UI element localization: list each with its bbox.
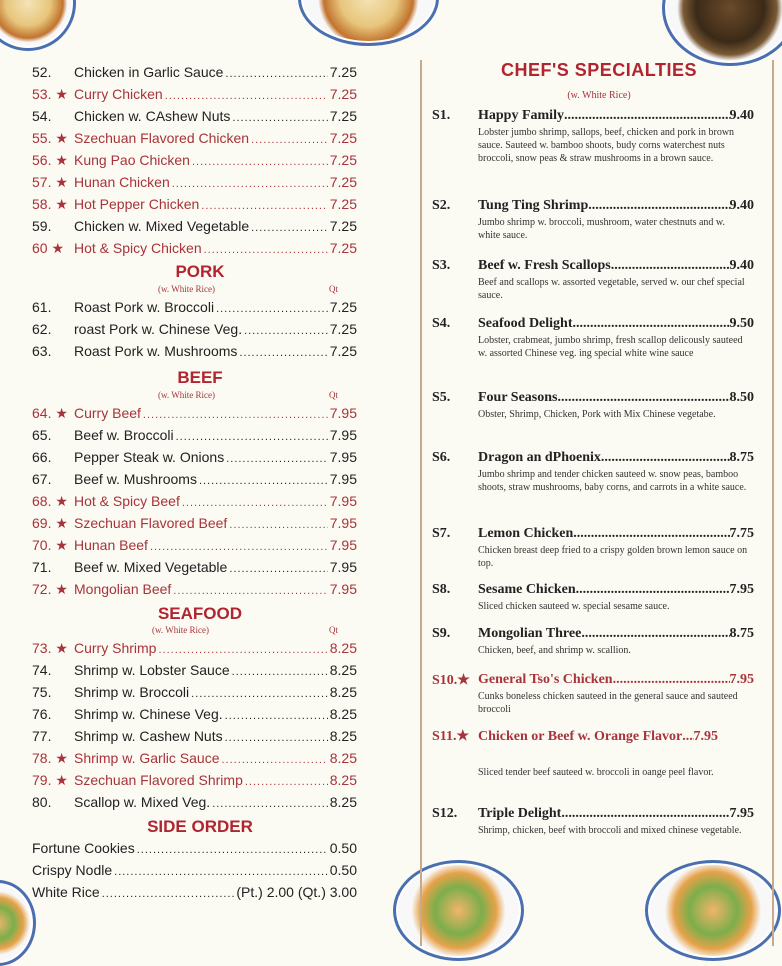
menu-item-number: 52. <box>32 64 52 80</box>
menu-item-price: 7.95 <box>329 493 357 509</box>
specialty-name: Happy Family <box>478 108 564 123</box>
menu-item-price: 7.95 <box>329 515 357 531</box>
menu-item-name: Shrimp w. Cashew Nuts <box>74 728 223 744</box>
menu-item-price: 7.25 <box>329 152 357 168</box>
leader-dots <box>199 469 328 490</box>
specialty-description: Shrimp, chicken, beef with broccoli and mixed chinese vegetable. <box>478 825 742 836</box>
menu-item-number: 64. ★ <box>32 405 68 421</box>
specialty-code: S8. <box>432 582 451 597</box>
specialty-code: S12. <box>432 806 458 821</box>
specialty-price: 8.50 <box>729 390 754 405</box>
specialty-price: 9.50 <box>729 316 754 331</box>
menu-item-price: 7.25 <box>329 299 357 315</box>
leader-dots <box>564 108 730 124</box>
specialty-code: S7. <box>432 526 451 541</box>
menu-item-name: Chicken in Garlic Sauce <box>74 64 224 80</box>
menu-item-number: 70. ★ <box>32 537 68 553</box>
menu-item-price: 7.25 <box>329 130 357 146</box>
specialty-header <box>478 108 754 124</box>
menu-item-price: 7.95 <box>329 405 357 421</box>
leader-dots <box>232 660 328 681</box>
menu-item-price: 8.25 <box>329 794 357 810</box>
specialty-name: Chicken or Beef w. Orange Flavor <box>478 729 683 744</box>
specialty-header <box>478 582 754 598</box>
leader-dots <box>201 194 327 215</box>
menu-item <box>32 216 357 237</box>
menu-item <box>32 792 357 813</box>
menu-item-name: Shrimp w. Garlic Sauce <box>74 750 220 766</box>
menu-item-price: 8.25 <box>329 706 357 722</box>
menu-item <box>32 425 357 446</box>
menu-item <box>32 238 357 259</box>
menu-item-number: 58. ★ <box>32 196 68 212</box>
specialty-price: 8.75 <box>729 450 754 465</box>
chefs-specialties-title: CHEF'S SPECIALTIES <box>501 60 697 80</box>
leader-dots <box>204 238 328 259</box>
menu-item-number: 80. <box>32 794 52 810</box>
food-plate-image <box>662 0 782 66</box>
specialty-price: 7.95 <box>729 806 754 821</box>
specialty-name: General Tso's Chicken <box>478 672 613 687</box>
qt-label: Qt <box>329 625 338 635</box>
section-subtitle: (w. White Rice) <box>158 390 215 400</box>
menu-item-price: 7.25 <box>329 64 357 80</box>
menu-item-number: 57. ★ <box>32 174 68 190</box>
menu-item-name: Szechuan Flavored Beef <box>74 515 228 531</box>
specialty-description: Lobster jumbo shrimp, sallops, beef, chicken and pork in brown sauce. Sauteed w. bamboo shoots, budy corns waterchest nuts broccoli, snow peas & straw mushrooms in a brown sauce. <box>478 127 735 164</box>
menu-item-name: Hot & Spicy Beef <box>74 493 180 509</box>
menu-item-price: 7.95 <box>329 427 357 443</box>
leader-dots <box>165 84 328 105</box>
menu-item <box>32 748 357 769</box>
menu-item <box>32 172 357 193</box>
menu-item-name: roast Pork w. Chinese Veg. <box>74 321 243 337</box>
menu-item-price: 8.25 <box>329 662 357 678</box>
menu-item-number: 65. <box>32 427 52 443</box>
specialty-code: S2. <box>432 198 451 213</box>
menu-item-number: 73. ★ <box>32 640 68 656</box>
qt-label: Qt <box>329 284 338 294</box>
leader-dots <box>176 425 328 446</box>
menu-item <box>32 403 357 424</box>
menu-item-name: Roast Pork w. Broccoli <box>74 299 215 315</box>
menu-item-price: 7.25 <box>329 196 357 212</box>
leader-dots <box>150 535 328 556</box>
menu-item-price: 7.25 <box>329 343 357 359</box>
menu-item-name: Crispy Nodle <box>32 862 113 878</box>
specialty-code: S1. <box>432 108 451 123</box>
leader-dots <box>222 748 328 769</box>
menu-item-number: 72. ★ <box>32 581 68 597</box>
leader-dots <box>239 341 327 362</box>
leader-dots <box>561 806 729 822</box>
menu-item <box>32 106 357 127</box>
specialty-header <box>478 728 718 746</box>
chefs-specialties-panel <box>420 60 774 946</box>
menu-item-price: 0.50 <box>329 862 357 878</box>
specialty-header <box>478 806 754 822</box>
menu-item-price: 0.50 <box>329 840 357 856</box>
specialty-header <box>478 672 754 688</box>
specialty-code: S5. <box>432 390 451 405</box>
leader-dots <box>216 297 328 318</box>
menu-item <box>32 535 357 556</box>
leader-dots <box>114 860 328 881</box>
menu-item <box>32 194 357 215</box>
leader-dots <box>102 882 235 903</box>
menu-item-number: 55. ★ <box>32 130 68 146</box>
specialty-code: S4. <box>432 316 451 331</box>
section-title-seafood: SEAFOOD <box>157 604 243 623</box>
specialty-header <box>478 390 754 406</box>
menu-item-name: Shrimp w. Chinese Veg. <box>74 706 223 722</box>
menu-item <box>32 638 357 659</box>
menu-item <box>32 682 357 703</box>
specialty-name: Sesame Chicken <box>478 582 576 597</box>
menu-item <box>32 838 357 859</box>
menu-item-number: 62. <box>32 321 52 337</box>
menu-item-name: Szechuan Flavored Shrimp <box>74 772 243 788</box>
specialty-code: S10.★ <box>432 673 470 688</box>
specialty-description: Sliced tender beef sauteed w. broccoli in oange peel flavor. <box>478 767 714 778</box>
leader-dots <box>613 672 730 688</box>
specialty-header <box>478 258 754 274</box>
specialty-name: Dragon an dPhoenix <box>478 450 601 465</box>
menu-item <box>32 469 357 490</box>
leader-dots <box>601 450 730 466</box>
leader-dots <box>173 579 327 600</box>
menu-item <box>32 150 357 171</box>
leader-dots <box>182 491 328 512</box>
menu-item-price: 8.25 <box>329 684 357 700</box>
leader-dots <box>225 704 328 725</box>
specialty-price: 9.40 <box>729 198 754 213</box>
specialty-price: 7.95 <box>729 672 754 687</box>
leader-dots <box>251 216 328 237</box>
menu-item-name: Hunan Beef <box>74 537 148 553</box>
leader-dots <box>581 626 729 642</box>
menu-item <box>32 557 357 578</box>
leader-dots <box>611 258 730 274</box>
menu-item-price: 7.95 <box>329 559 357 575</box>
leader-dots <box>232 106 327 127</box>
menu-item-price: 7.95 <box>329 581 357 597</box>
menu-item <box>32 660 357 681</box>
menu-item-name: Scallop w. Mixed Veg. <box>74 794 211 810</box>
leader-dots <box>245 770 328 791</box>
section-title-pork: PORK <box>175 262 225 281</box>
menu-item-number: 66. <box>32 449 52 465</box>
menu-item <box>32 319 357 340</box>
specialty-description: Chicken, beef, and shrimp w. scallion. <box>478 645 631 656</box>
specialty-name: Beef w. Fresh Scallops <box>478 258 611 273</box>
menu-item-name: Curry Shrimp <box>74 640 157 656</box>
menu-item <box>32 579 357 600</box>
section-subtitle: (w. White Rice) <box>152 625 209 635</box>
specialty-name: Seafood Delight <box>478 316 573 331</box>
menu-item-name: Curry Beef <box>74 405 141 421</box>
menu-item-number: 59. <box>32 218 52 234</box>
leader-dots <box>576 582 730 598</box>
menu-item-name: White Rice <box>32 884 100 900</box>
leader-dots <box>212 792 328 813</box>
specialty-description: Lobster, crabmeat, jumbo shrimp, fresh scallop delicously sauteed w. assorted Chinese veg. ing special white wine sauce <box>478 335 743 359</box>
specialty-code: S6. <box>432 450 451 465</box>
menu-item <box>32 860 357 881</box>
menu-item-number: 53. ★ <box>32 86 68 102</box>
menu-item-number: 54. <box>32 108 52 124</box>
menu-item-price: (Pt.) 2.00 (Qt.) 3.00 <box>236 884 357 900</box>
specialty-header <box>478 198 754 214</box>
menu-item <box>32 882 357 903</box>
menu-item-name: Chicken w. Mixed Vegetable <box>74 218 250 234</box>
specialty-description: Jumbo shrimp w. broccoli, mushroom, water chestnuts and w. white sauce. <box>478 217 725 241</box>
leader-dots <box>226 447 328 468</box>
specialty-name: Mongolian Three <box>478 626 582 641</box>
menu-item-number: 74. <box>32 662 52 678</box>
menu-item <box>32 491 357 512</box>
specialty-description: Beef and scallops w. assorted vegetable, served w. our chef special sauce. <box>478 277 745 301</box>
specialty-header <box>478 316 754 332</box>
leader-dots <box>573 526 729 542</box>
specialty-name: Tung Ting Shrimp <box>478 198 589 213</box>
leader-dots <box>225 726 328 747</box>
leader-dots <box>191 682 328 703</box>
specialty-description: Chicken breast deep fried to a crispy golden brown lemon sauce on top. <box>478 545 748 569</box>
specialty-price: 8.75 <box>729 626 754 641</box>
menu-item-name: Fortune Cookies <box>32 840 135 856</box>
leader-dots <box>251 128 328 149</box>
specialty-description: Sliced chicken sauteed w. special sesame sauce. <box>478 601 670 612</box>
leader-dots <box>172 172 328 193</box>
menu-item-number: 56. ★ <box>32 152 68 168</box>
menu-item-name: Shrimp w. Broccoli <box>74 684 190 700</box>
specialty-name: Lemon Chicken <box>478 526 574 541</box>
section-subtitle: (w. White Rice) <box>158 284 215 294</box>
menu-item-number: 61. <box>32 299 52 315</box>
specialty-price: 7.95 <box>729 582 754 597</box>
menu-item-name: Pepper Steak w. Onions <box>74 449 225 465</box>
specialty-price: 9.40 <box>729 258 754 273</box>
section-title-beef: BEEF <box>177 368 223 387</box>
menu-item-price: 7.25 <box>329 240 357 256</box>
menu-item-name: Hot & Spicy Chicken <box>74 240 202 256</box>
leader-dots <box>573 316 730 332</box>
specialty-description: Cunks boneless chicken sauteed in the general sauce and sauteed broccoli <box>478 691 738 715</box>
menu-item-number: 69. ★ <box>32 515 68 531</box>
specialty-header <box>478 626 754 642</box>
menu-item-number: 78. ★ <box>32 750 68 766</box>
menu-item-price: 7.25 <box>329 174 357 190</box>
leader-dots <box>143 403 328 424</box>
menu-item-name: Szechuan Flavored Chicken <box>74 130 250 146</box>
menu-item-price: 7.95 <box>329 471 357 487</box>
menu-item-number: 77. <box>32 728 52 744</box>
menu-item <box>32 341 357 362</box>
leader-dots <box>244 319 328 340</box>
menu-item <box>32 128 357 149</box>
menu-item-price: 8.25 <box>329 772 357 788</box>
menu-item-price: 7.25 <box>329 86 357 102</box>
specialty-price: 7.95 <box>693 729 718 744</box>
leader-dots <box>225 62 327 83</box>
menu-item <box>32 84 357 105</box>
menu-item-number: 68. ★ <box>32 493 68 509</box>
menu-item-name: Chicken w. CAshew Nuts <box>74 108 231 124</box>
menu-item-name: Kung Pao Chicken <box>74 152 190 168</box>
menu-item-name: Beef w. Broccoli <box>74 427 174 443</box>
qt-label: Qt <box>329 390 338 400</box>
specialty-header <box>478 450 754 466</box>
menu-item-number: 71. <box>32 559 52 575</box>
menu-item <box>32 770 357 791</box>
menu-item <box>32 62 357 83</box>
menu-item-price: 7.95 <box>329 449 357 465</box>
menu-item-number: 76. <box>32 706 52 722</box>
menu-item-name: Hunan Chicken <box>74 174 170 190</box>
specialty-header <box>478 526 754 542</box>
menu-item-name: Hot Pepper Chicken <box>74 196 200 212</box>
specialty-code: S3. <box>432 258 451 273</box>
menu-item <box>32 297 357 318</box>
menu-item-price: 7.25 <box>329 218 357 234</box>
menu-item-number: 60 ★ <box>32 240 65 256</box>
menu-item-number: 79. ★ <box>32 772 68 788</box>
leader-dots <box>682 728 693 746</box>
menu-item-name: Beef w. Mixed Vegetable <box>74 559 228 575</box>
leader-dots <box>229 513 327 534</box>
specialty-code: S9. <box>432 626 451 641</box>
menu-item <box>32 726 357 747</box>
menu-item <box>32 447 357 468</box>
menu-item-price: 7.25 <box>329 321 357 337</box>
menu-item-number: 75. <box>32 684 52 700</box>
menu-item-price: 8.25 <box>329 750 357 766</box>
specialty-description: Jumbo shrimp and tender chicken sauteed w. snow peas, bamboo shoots, straw mushrooms, baby corns, and carrots in a white sauce. <box>478 469 747 493</box>
leader-dots <box>192 150 328 171</box>
menu-item <box>32 704 357 725</box>
menu-item-price: 8.25 <box>329 728 357 744</box>
specialty-price: 7.75 <box>729 526 754 541</box>
menu-item-price: 7.95 <box>329 537 357 553</box>
menu-item-name: Shrimp w. Lobster Sauce <box>74 662 230 678</box>
specialty-name: Triple Delight <box>478 806 562 821</box>
leader-dots <box>557 390 729 406</box>
menu-item-name: Roast Pork w. Mushrooms <box>74 343 238 359</box>
leader-dots <box>588 198 729 214</box>
section-title-side-order: SIDE ORDER <box>147 817 253 836</box>
leader-dots <box>158 638 327 659</box>
menu-item-number: 63. <box>32 343 52 359</box>
menu-item-name: Mongolian Beef <box>74 581 172 597</box>
specialty-price: 9.40 <box>729 108 754 123</box>
specialty-description: Obster, Shrimp, Chicken, Pork with Mix Chinese vegetabe. <box>478 409 716 420</box>
menu-item-name: Curry Chicken <box>74 86 163 102</box>
leader-dots <box>137 838 328 859</box>
menu-item <box>32 513 357 534</box>
chefs-specialties-subtitle: (w. White Rice) <box>567 90 631 101</box>
specialty-code: S11.★ <box>432 729 470 744</box>
menu-item-number: 67. <box>32 471 52 487</box>
menu-item-price: 7.25 <box>329 108 357 124</box>
specialty-name: Four Seasons <box>478 390 558 405</box>
menu-item-price: 8.25 <box>329 640 357 656</box>
leader-dots <box>229 557 327 578</box>
menu-item-name: Beef w. Mushrooms <box>74 471 197 487</box>
